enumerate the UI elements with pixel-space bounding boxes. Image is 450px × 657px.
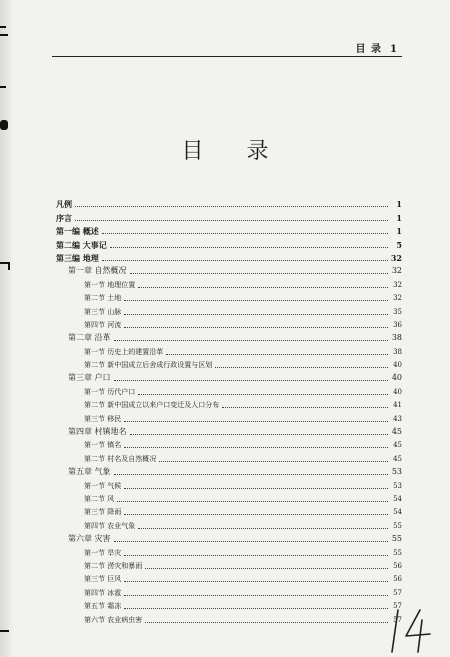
toc-entry-page-number: 32 <box>391 266 402 276</box>
toc-entry-page-number: 56 <box>393 575 402 584</box>
toc-entry <box>56 611 402 624</box>
toc-entry-label: 第二编 大事记 <box>56 239 107 250</box>
toc-entry-page-number: 41 <box>393 401 402 410</box>
toc-entry-label: 第四节 河流 <box>84 320 122 329</box>
running-header <box>356 40 398 55</box>
scan-mark <box>0 120 8 130</box>
page-title: 目 录 <box>181 139 287 164</box>
dot-leader <box>138 394 388 395</box>
dot-leader <box>138 287 388 288</box>
toc-entry-label: 第三节 移民 <box>84 414 122 423</box>
toc-entry <box>56 424 402 437</box>
toc-entry <box>56 263 402 276</box>
dot-leader <box>124 300 388 301</box>
toc-entry-label: 第一节 旱灾 <box>84 548 122 557</box>
toc-entry-label: 第五章 气象 <box>68 467 111 477</box>
toc-entry-page-number: 32 <box>393 294 402 303</box>
scan-mark <box>0 630 9 632</box>
toc-entry <box>56 250 402 263</box>
toc-entry-label: 第一节 气候 <box>84 481 122 490</box>
dot-leader <box>130 273 388 274</box>
dot-leader <box>124 581 388 582</box>
dot-leader <box>124 327 388 328</box>
toc-entry-page-number: 57 <box>393 588 402 597</box>
toc-entry-label: 第六章 灾害 <box>68 534 111 544</box>
toc-entry-page-number: 5 <box>396 239 402 250</box>
toc-entry <box>56 584 402 597</box>
toc-entry <box>56 517 402 530</box>
dot-leader <box>102 260 388 261</box>
toc-entry-label: 第三编 地理 <box>56 252 99 263</box>
dot-leader <box>114 380 388 381</box>
toc-entry <box>56 571 402 584</box>
toc-entry <box>56 477 402 490</box>
toc-entry-label: 第一章 自然概况 <box>68 266 127 276</box>
toc-entry-page-number: 36 <box>393 320 402 329</box>
scan-mark <box>0 26 6 28</box>
dot-leader <box>145 568 388 569</box>
handwritten-page-note <box>386 606 434 654</box>
running-header-page-number: 1 <box>390 44 398 55</box>
toc-entry-label: 第二节 土地 <box>84 294 122 303</box>
dot-leader <box>222 407 388 408</box>
toc-entry-label: 第二节 新中国成立以来户口变迁及人口分布 <box>84 401 220 410</box>
toc-entry-page-number: 40 <box>393 361 402 370</box>
toc-entry-page-number: 1 <box>396 199 402 210</box>
dot-leader <box>114 474 388 475</box>
dot-leader <box>215 367 388 368</box>
toc-entry-label: 第二节 风 <box>84 494 115 503</box>
toc-entry-page-number: 45 <box>393 441 402 450</box>
toc-entry-page-number: 45 <box>391 427 402 437</box>
toc-entry-page-number: 55 <box>393 521 402 530</box>
toc-entry <box>56 504 402 517</box>
header-rule <box>52 56 402 57</box>
toc-entry-page-number: 53 <box>393 481 402 490</box>
dot-leader <box>124 608 388 609</box>
toc-entry-label: 第一节 历史上的建置沿革 <box>84 347 164 356</box>
toc-entry <box>56 531 402 544</box>
toc-entry-label: 第三节 山脉 <box>84 307 122 316</box>
toc-entry-label: 第四节 冰雹 <box>84 588 122 597</box>
toc-entry-label: 第一节 镇名 <box>84 441 122 450</box>
toc-entry-page-number: 45 <box>393 454 402 463</box>
scan-mark <box>0 86 6 88</box>
toc-entry <box>56 290 402 303</box>
running-header-title: 目 录 <box>355 44 383 55</box>
dot-leader <box>124 555 388 556</box>
toc-entry-label: 第四节 农业气象 <box>84 521 136 530</box>
dot-leader <box>114 340 388 341</box>
toc-entry-page-number: 53 <box>391 467 402 477</box>
toc-entry-label: 第三节 巨风 <box>84 575 122 584</box>
toc-entry-label: 第二章 沿革 <box>68 333 111 343</box>
toc-entry <box>56 303 402 316</box>
toc-entry-page-number: 57 <box>393 602 402 611</box>
toc-entry <box>56 491 402 504</box>
dot-leader <box>124 314 388 315</box>
toc-entry-page-number: 40 <box>391 373 402 383</box>
toc-entry-page-number: 32 <box>393 280 402 289</box>
toc-entry-label: 第三章 户口 <box>68 373 111 383</box>
toc-entry-label: 第二节 村名及自然概况 <box>84 454 157 463</box>
dot-leader <box>75 206 388 207</box>
toc-entry <box>56 450 402 463</box>
table-of-contents <box>56 196 402 625</box>
scan-mark <box>0 34 8 36</box>
toc-entry <box>56 370 402 383</box>
dot-leader <box>110 247 388 248</box>
toc-entry-page-number: 55 <box>393 548 402 557</box>
toc-entry <box>56 383 402 396</box>
dot-leader <box>124 514 388 515</box>
toc-entry-page-number: 38 <box>393 347 402 356</box>
toc-entry-label: 第二节 涝灾和暴雨 <box>84 561 143 570</box>
toc-entry-label: 第一节 历代户口 <box>84 387 136 396</box>
toc-entry-label: 第三节 降雨 <box>84 508 122 517</box>
toc-entry <box>56 357 402 370</box>
toc-entry-page-number: 1 <box>396 212 402 223</box>
toc-entry <box>56 209 402 222</box>
toc-entry-page-number: 54 <box>393 508 402 517</box>
toc-entry-label: 第四章 村镇地名 <box>68 427 127 437</box>
toc-entry <box>56 330 402 343</box>
toc-entry-label: 第二节 新中国成立后舍成行政设置与区划 <box>84 361 213 370</box>
toc-entry <box>56 598 402 611</box>
dot-leader <box>124 447 388 448</box>
dot-leader <box>117 501 388 502</box>
toc-entry <box>56 410 402 423</box>
toc-entry-page-number: 32 <box>390 252 402 263</box>
toc-entry <box>56 317 402 330</box>
toc-entry-page-number: 40 <box>393 387 402 396</box>
toc-entry <box>56 544 402 557</box>
dot-leader <box>124 488 388 489</box>
toc-entry-page-number: 55 <box>391 534 402 544</box>
toc-entry-page-number: 38 <box>391 333 402 343</box>
dot-leader <box>114 541 388 542</box>
toc-entry-page-number: 35 <box>393 307 402 316</box>
toc-entry-page-number: 43 <box>393 414 402 423</box>
dot-leader <box>130 434 388 435</box>
dot-leader <box>102 233 388 234</box>
scan-mark <box>8 262 10 270</box>
toc-entry <box>56 223 402 236</box>
toc-entry <box>56 558 402 571</box>
toc-entry-page-number: 56 <box>393 561 402 570</box>
toc-entry <box>56 437 402 450</box>
toc-entry-page-number: 54 <box>393 494 402 503</box>
toc-entry <box>56 397 402 410</box>
dot-leader <box>124 595 388 596</box>
toc-entry-label: 凡例 <box>56 199 72 210</box>
toc-entry-page-number: 57 <box>393 615 402 624</box>
toc-entry-page-number: 1 <box>396 226 402 237</box>
dot-leader <box>124 421 388 422</box>
toc-entry <box>56 464 402 477</box>
dot-leader <box>166 354 388 355</box>
toc-entry-label: 第六节 农业病虫害 <box>84 615 143 624</box>
scan-binding-edge <box>0 0 14 657</box>
dot-leader <box>138 528 388 529</box>
toc-entry <box>56 236 402 249</box>
toc-entry-label: 第五节 霜冻 <box>84 602 122 611</box>
toc-entry-label: 序言 <box>56 212 72 223</box>
toc-entry <box>56 196 402 209</box>
toc-entry <box>56 276 402 289</box>
dot-leader <box>159 461 388 462</box>
toc-entry-label: 第一编 概述 <box>56 226 99 237</box>
dot-leader <box>75 220 388 221</box>
toc-entry-label: 第一节 地理位置 <box>84 280 136 289</box>
toc-entry <box>56 343 402 356</box>
dot-leader <box>145 622 388 623</box>
